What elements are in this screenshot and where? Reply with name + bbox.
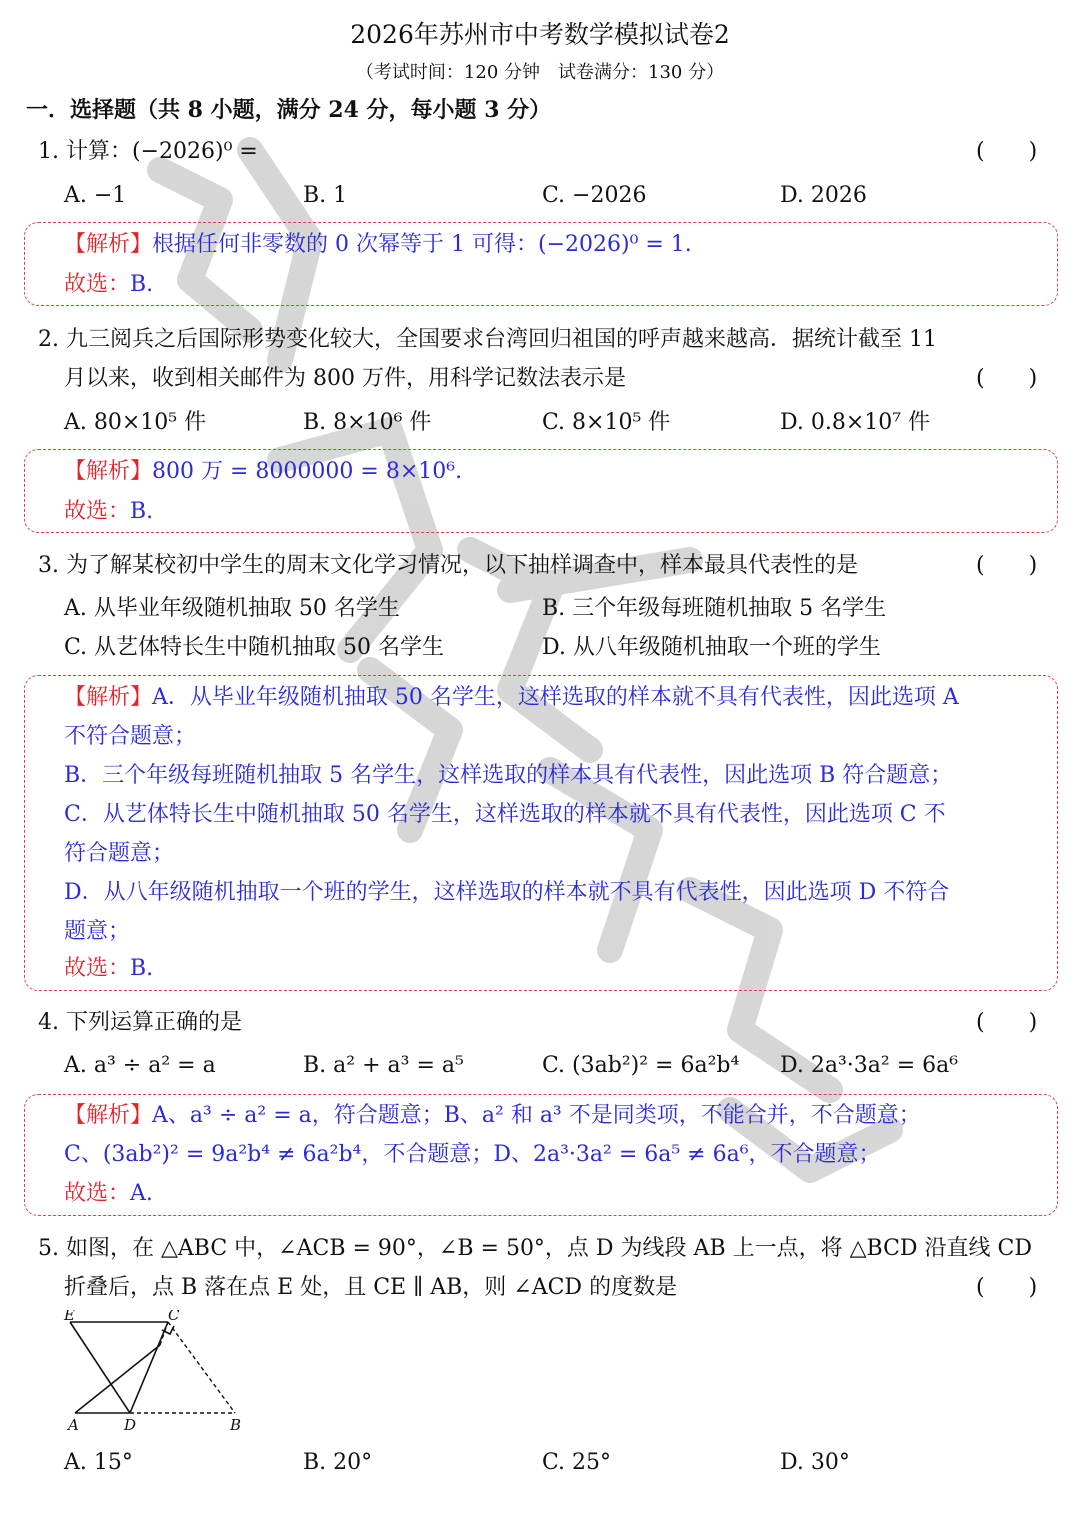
- solution-1-line-1: 【解析】根据任何非零数的 0 次幂等于 1 可得：(−2026)⁰ = 1.: [64, 232, 692, 257]
- question-1-stem: 1. 计算：(−2026)⁰ =: [38, 139, 258, 164]
- question-1-option-d: D. 2026: [780, 183, 867, 208]
- question-4-answer-paren: ( ): [976, 1010, 1038, 1035]
- label-e: E: [64, 1310, 75, 1324]
- question-3-stem: 3. 为了解某校初中学生的周末文化学习情况，以下抽样调查中，样本最具代表性的是: [38, 553, 858, 578]
- solution-4-answer: 故选：A.: [64, 1181, 153, 1206]
- label-d: D: [124, 1416, 137, 1434]
- question-3-option-d: D. 从八年级随机抽取一个班的学生: [542, 635, 881, 660]
- question-4-option-b: B. a² + a³ = a⁵: [303, 1053, 464, 1078]
- solution-3-line-2: 不符合题意；: [64, 724, 197, 749]
- solution-3-line-7: 题意；: [64, 919, 131, 944]
- question-2-stem-line-1: 2. 九三阅兵之后国际形势变化较大，全国要求台湾回归祖国的呼声越来越高．据统计截至 11: [38, 327, 937, 352]
- question-2-stem-line-2: 月以来，收到相关邮件为 800 万件，用科学记数法表示是: [64, 366, 626, 391]
- question-5-option-d: D. 30°: [780, 1450, 850, 1475]
- solution-4-line-2: C、(3ab²)² = 9a²b⁴ ≠ 6a²b⁴，不合题意；D、2a³·3a² = 6a⁵ ≠ 6a⁶，不合题意；: [64, 1142, 881, 1167]
- question-1-option-b: B. 1: [303, 183, 348, 208]
- question-2-option-d: D. 0.8×10⁷ 件: [780, 410, 931, 435]
- section-heading: 一．选择题（共 8 小题，满分 24 分，每小题 3 分）: [26, 97, 552, 123]
- question-4-option-a: A. a³ ÷ a² = a: [64, 1053, 216, 1078]
- segment-dc: [130, 1322, 168, 1413]
- question-4-stem: 4. 下列运算正确的是: [38, 1010, 242, 1035]
- question-3-option-c: C. 从艺体特长生中随机抽取 50 名学生: [64, 635, 445, 660]
- question-4-option-d: D. 2a³·3a² = 6a⁶: [780, 1053, 959, 1078]
- question-2-answer-paren: ( ): [976, 366, 1038, 391]
- solution-box-3: [24, 675, 1058, 991]
- question-5-option-a: A. 15°: [64, 1450, 133, 1475]
- geometry-figure: [60, 1310, 260, 1435]
- question-5-stem-line-1: 5. 如图，在 △ABC 中，∠ACB = 90°，∠B = 50°，点 D 为线段 AB 上一点，将 △BCD 沿直线 CD: [38, 1236, 1033, 1261]
- question-2-option-c: C. 8×10⁵ 件: [542, 410, 671, 435]
- solution-3-line-6: D．从八年级随机抽取一个班的学生，这样选取的样本就不具有代表性，因此选项 D 不符合: [64, 880, 950, 905]
- solution-3-line-5: 符合题意；: [64, 841, 175, 866]
- solution-1-answer: 故选：B.: [64, 272, 154, 297]
- segment-ed: [70, 1322, 130, 1413]
- solution-3-line-4: C．从艺体特长生中随机抽取 50 名学生，这样选取的样本就不具有代表性，因此选项 C 不: [64, 802, 946, 827]
- exam-subtitle: （考试时间：120 分钟 试卷满分：130 分）: [355, 62, 725, 83]
- question-5-stem-line-2: 折叠后，点 B 落在点 E 处，且 CE ∥ AB，则 ∠ACD 的度数是: [64, 1275, 678, 1300]
- page-title: 2026年苏州市中考数学模拟试卷2: [350, 20, 730, 49]
- label-c: C: [168, 1310, 180, 1324]
- question-1-option-c: C. −2026: [542, 183, 647, 208]
- question-5-answer-paren: ( ): [976, 1275, 1038, 1300]
- question-3-answer-paren: ( ): [976, 553, 1038, 578]
- question-3-option-a: A. 从毕业年级随机抽取 50 名学生: [64, 596, 400, 621]
- question-1-answer-paren: ( ): [976, 139, 1038, 164]
- solution-3-line-1: 【解析】A．从毕业年级随机抽取 50 名学生，这样选取的样本就不具有代表性，因此选项 A: [64, 685, 959, 710]
- question-5-option-c: C. 25°: [542, 1450, 612, 1475]
- label-b: B: [230, 1416, 242, 1434]
- solution-3-answer: 故选：B.: [64, 956, 154, 981]
- solution-2-answer: 故选：B.: [64, 499, 154, 524]
- segment-cb-dashed: [168, 1322, 235, 1413]
- solution-2-line-1: 【解析】800 万 = 8000000 = 8×10⁶.: [64, 459, 463, 484]
- solution-3-line-3: B．三个年级每班随机抽取 5 名学生，这样选取的样本具有代表性，因此选项 B 符合题意；: [64, 763, 953, 788]
- question-2-option-b: B. 8×10⁶ 件: [303, 410, 432, 435]
- label-a: A: [68, 1416, 79, 1434]
- solution-tag: 【解析】: [64, 232, 153, 257]
- question-2-option-a: A. 80×10⁵ 件: [64, 410, 207, 435]
- segment-ea-crossing: [75, 1345, 160, 1413]
- question-3-option-b: B. 三个年级每班随机抽取 5 名学生: [542, 596, 887, 621]
- question-5-option-b: B. 20°: [303, 1450, 373, 1475]
- question-4-option-c: C. (3ab²)² = 6a²b⁴: [542, 1053, 740, 1078]
- question-1-option-a: A. −1: [64, 183, 127, 208]
- solution-4-line-1: 【解析】A、a³ ÷ a² = a，符合题意；B、a² 和 a³ 不是同类项，不能合并，不合题意；: [64, 1103, 921, 1128]
